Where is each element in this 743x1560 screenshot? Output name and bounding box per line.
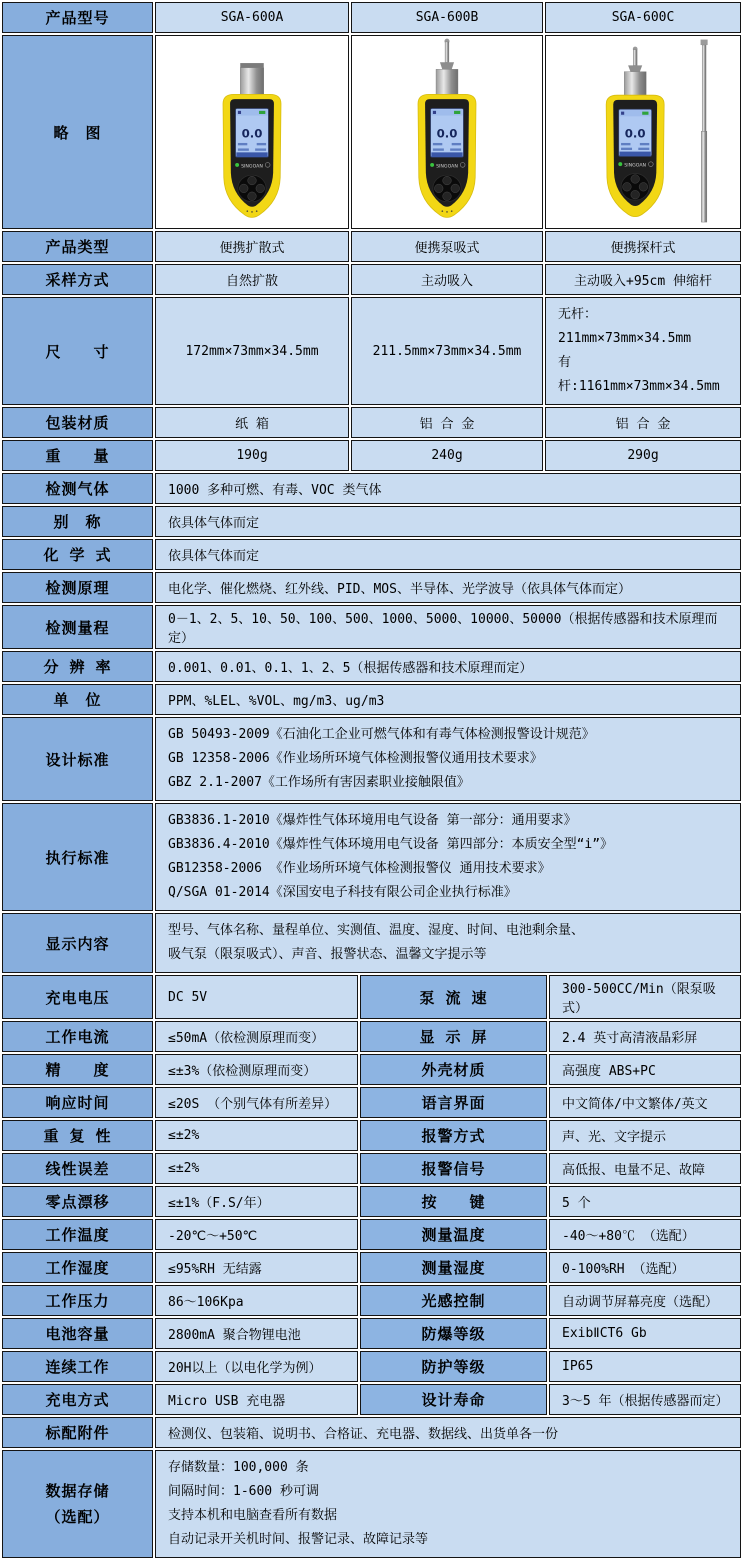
standard-line: GBZ 2.1-2007《工作场所有害因素职业接触限值》 <box>168 775 470 790</box>
cell-value: 纸 箱 <box>155 407 349 438</box>
cell-value: 1000 多种可燃、有毒、VOC 类气体 <box>155 473 741 504</box>
standard-line: GB 50493-2009《石油化工企业可燃气体和有毒气体检测报警设计规范》 <box>168 727 595 742</box>
cell-value: 电化学、催化燃烧、红外线、PID、MOS、半导体、光学波导（依具体气体而定） <box>155 572 741 603</box>
table-row-pair <box>2 1318 741 1349</box>
row-label: 充电方式 <box>2 1384 153 1415</box>
table-row-product-type <box>2 231 741 262</box>
cell-value <box>155 913 741 973</box>
row-label: 产品类型 <box>2 231 153 262</box>
row-label: 设计标准 <box>2 717 153 801</box>
cell-value: ≤±2% <box>155 1153 358 1184</box>
device-image-sga-600b <box>351 35 543 229</box>
cell-value: 5 个 <box>549 1186 741 1217</box>
table-row-weight <box>2 440 741 471</box>
display-content-line: 吸气泵（限泵吸式）、声音、报警状态、温馨文字提示等 <box>168 947 487 962</box>
cell-value: Micro USB 充电器 <box>155 1384 358 1415</box>
model-name-sga-600a: SGA-600A <box>155 2 349 33</box>
cell-value: 0-100%RH （选配） <box>549 1252 741 1283</box>
svg-text:SINGOAN: SINGOAN <box>436 164 458 170</box>
cell-value: 检测仪、包装箱、说明书、合格证、充电器、数据线、出货单各一份 <box>155 1417 741 1448</box>
header-row <box>2 2 741 33</box>
row-label: 线性误差 <box>2 1153 153 1184</box>
dimension-line-with-rod: 有杆:1161mm×73mm×34.5mm <box>558 355 720 394</box>
cell-value: 20H以上（以电化学为例） <box>155 1351 358 1382</box>
cell-value: 211.5mm×73mm×34.5mm <box>351 297 543 405</box>
cell-value: 便携探杆式 <box>545 231 741 262</box>
cell-value: 铝 合 金 <box>545 407 741 438</box>
table-row-range <box>2 605 741 649</box>
cell-value: 主动吸入 <box>351 264 543 295</box>
cell-value: 中文简体/中文繁体/英文 <box>549 1087 741 1118</box>
cell-value: -40～+80℃ （选配） <box>549 1219 741 1250</box>
storage-line: 自动记录开关机时间、报警记录、故障记录等 <box>168 1532 429 1547</box>
table-row-alias <box>2 506 741 537</box>
table-row-dimensions <box>2 297 741 405</box>
cell-value: DC 5V <box>155 975 358 1019</box>
storage-label-line: 数据存储 <box>45 1482 110 1500</box>
table-row-design-standards <box>2 717 741 801</box>
table-row-pair <box>2 1351 741 1382</box>
row-label: 设计寿命 <box>360 1384 547 1415</box>
cell-value: 便携扩散式 <box>155 231 349 262</box>
cell-value: 190g <box>155 440 349 471</box>
dimension-line-no-rod: 无杆：211mm×73mm×34.5mm <box>558 307 692 346</box>
header-label: 产品型号 <box>2 2 153 33</box>
row-label: 分 辨 率 <box>2 651 153 682</box>
device-image-sga-600c <box>545 35 741 229</box>
table-row-pair <box>2 1384 741 1415</box>
model-name-sga-600c: SGA-600C <box>545 2 741 33</box>
cell-value: 290g <box>545 440 741 471</box>
cell-value: 300-500CC/Min（限泵吸式） <box>549 975 741 1019</box>
row-label: 单 位 <box>2 684 153 715</box>
table-row-pair <box>2 1087 741 1118</box>
cell-value <box>155 717 741 801</box>
cell-value <box>155 803 741 911</box>
table-row-sampling <box>2 264 741 295</box>
cell-value: 3～5 年（根据传感器而定） <box>549 1384 741 1415</box>
row-label: 重 量 <box>2 440 153 471</box>
row-label: 防爆等级 <box>360 1318 547 1349</box>
row-label: 工作电流 <box>2 1021 153 1052</box>
row-label: 显 示 屏 <box>360 1021 547 1052</box>
cell-value: ≤50mA（依检测原理而变） <box>155 1021 358 1052</box>
table-row-resolution <box>2 651 741 682</box>
table-row-pair <box>2 1186 741 1217</box>
standard-line: GB12358-2006 《作业场所环境气体检测报警仪 通用技术要求》 <box>168 861 551 876</box>
cell-value: 高强度 ABS+PC <box>549 1054 741 1085</box>
cell-value: 依具体气体而定 <box>155 539 741 570</box>
cell-value: 声、光、文字提示 <box>549 1120 741 1151</box>
cell-value: 2.4 英寸高清液晶彩屏 <box>549 1021 741 1052</box>
table-row-formula <box>2 539 741 570</box>
row-label: 按 键 <box>360 1186 547 1217</box>
table-row-pair <box>2 1021 741 1052</box>
table-row-pair <box>2 1285 741 1316</box>
cell-value: IP65 <box>549 1351 741 1382</box>
gas-detector-probe-icon <box>550 38 736 226</box>
table-row-principle <box>2 572 741 603</box>
table-row-exec-standards <box>2 803 741 911</box>
row-label: 检测原理 <box>2 572 153 603</box>
row-label: 采样方式 <box>2 264 153 295</box>
row-label: 标配附件 <box>2 1417 153 1448</box>
row-label: 尺 寸 <box>2 297 153 405</box>
table-row-gases <box>2 473 741 504</box>
cell-value: 2800mA 聚合物锂电池 <box>155 1318 358 1349</box>
row-label: 测量湿度 <box>360 1252 547 1283</box>
row-label: 显示内容 <box>2 913 153 973</box>
cell-value: ≤±3%（依检测原理而变） <box>155 1054 358 1085</box>
row-label: 连续工作 <box>2 1351 153 1382</box>
row-label: 电池容量 <box>2 1318 153 1349</box>
row-label: 工作温度 <box>2 1219 153 1250</box>
row-label: 报警信号 <box>360 1153 547 1184</box>
model-name-sga-600b: SGA-600B <box>351 2 543 33</box>
row-label: 包装材质 <box>2 407 153 438</box>
row-label: 化 学 式 <box>2 539 153 570</box>
standard-line: GB3836.4-2010《爆炸性气体环境用电气设备 第四部分：本质安全型“i”》 <box>168 837 614 852</box>
row-label: 检测气体 <box>2 473 153 504</box>
storage-label-line: （选配） <box>45 1508 110 1526</box>
telescopic-rod <box>701 131 706 222</box>
table-row-pair <box>2 1252 741 1283</box>
cell-value: 0－1、2、5、10、50、100、500、1000、5000、10000、50000（根据传感器和技术原理而定） <box>155 605 741 649</box>
cell-value: ExibⅡCT6 Gb <box>549 1318 741 1349</box>
table-row-pair <box>2 1219 741 1250</box>
standard-line: GB 12358-2006《作业场所环境气体检测报警仪通用技术要求》 <box>168 751 543 766</box>
svg-text:0.0: 0.0 <box>624 126 646 141</box>
svg-text:0.0: 0.0 <box>241 126 263 141</box>
cell-value: 172mm×73mm×34.5mm <box>155 297 349 405</box>
table-row-packaging <box>2 407 741 438</box>
row-label: 外壳材质 <box>360 1054 547 1085</box>
table-row-units <box>2 684 741 715</box>
cell-value: ≤±2% <box>155 1120 358 1151</box>
cell-value: 高低报、电量不足、故障 <box>549 1153 741 1184</box>
svg-text:SINGOAN: SINGOAN <box>241 164 263 170</box>
cell-value: 便携泵吸式 <box>351 231 543 262</box>
standard-line: GB3836.1-2010《爆炸性气体环境用电气设备 第一部分：通用要求》 <box>168 813 577 828</box>
cell-value: PPM、%LEL、%VOL、mg/m3、ug/m3 <box>155 684 741 715</box>
cell-value: 0.001、0.01、0.1、1、2、5（根据传感器和技术原理而定） <box>155 651 741 682</box>
row-label: 光感控制 <box>360 1285 547 1316</box>
cell-value: 自然扩散 <box>155 264 349 295</box>
cell-value: 自动调节屏幕亮度（选配） <box>549 1285 741 1316</box>
row-label: 测量温度 <box>360 1219 547 1250</box>
sketch-label: 略 图 <box>2 35 153 229</box>
row-label: 语言界面 <box>360 1087 547 1118</box>
row-label: 工作湿度 <box>2 1252 153 1283</box>
cell-value: -20℃～+50℃ <box>155 1219 358 1250</box>
row-label: 执行标准 <box>2 803 153 911</box>
telescopic-rod-tip <box>701 40 708 45</box>
gas-detector-pump-icon <box>367 38 527 226</box>
cell-value: 240g <box>351 440 543 471</box>
svg-text:0.0: 0.0 <box>436 126 458 141</box>
row-label: 报警方式 <box>360 1120 547 1151</box>
cell-value: 86～106Kpa <box>155 1285 358 1316</box>
row-label: 别 称 <box>2 506 153 537</box>
table-row-pair <box>2 1120 741 1151</box>
row-label: 检测量程 <box>2 605 153 649</box>
cell-value: ≤20S （个别气体有所差异） <box>155 1087 358 1118</box>
svg-text:SINGOAN: SINGOAN <box>624 163 647 169</box>
sketch-row <box>2 35 741 229</box>
storage-line: 间隔时间：1-600 秒可调 <box>168 1484 319 1499</box>
cell-value: 依具体气体而定 <box>155 506 741 537</box>
cell-value: ≤±1%（F.S/年） <box>155 1186 358 1217</box>
table-row-display-content <box>2 913 741 973</box>
storage-line: 支持本机和电脑查看所有数据 <box>168 1508 338 1523</box>
row-label: 响应时间 <box>2 1087 153 1118</box>
table-row-pair <box>2 1153 741 1184</box>
row-label: 精 度 <box>2 1054 153 1085</box>
cell-value: ≤95%RH 无结露 <box>155 1252 358 1283</box>
cell-value: 主动吸入+95cm 伸缩杆 <box>545 264 741 295</box>
cell-value <box>545 297 741 405</box>
table-row-pair <box>2 1054 741 1085</box>
display-content-line: 型号、气体名称、量程单位、实测值、温度、湿度、时间、电池剩余量、 <box>168 923 585 938</box>
device-image-sga-600a <box>155 35 349 229</box>
row-label: 重 复 性 <box>2 1120 153 1151</box>
row-label: 零点漂移 <box>2 1186 153 1217</box>
row-label: 防护等级 <box>360 1351 547 1382</box>
row-label: 工作压力 <box>2 1285 153 1316</box>
gas-detector-diffusion-icon <box>172 38 332 226</box>
storage-line: 存储数量：100,000 条 <box>168 1460 309 1475</box>
table-row-accessories <box>2 1417 741 1448</box>
row-label: 充电电压 <box>2 975 153 1019</box>
row-label: 泵 流 速 <box>360 975 547 1019</box>
standard-line: Q/SGA 01-2014《深国安电子科技有限公司企业执行标准》 <box>168 885 517 900</box>
cell-value: 铝 合 金 <box>351 407 543 438</box>
table-row-pair <box>2 975 741 1019</box>
